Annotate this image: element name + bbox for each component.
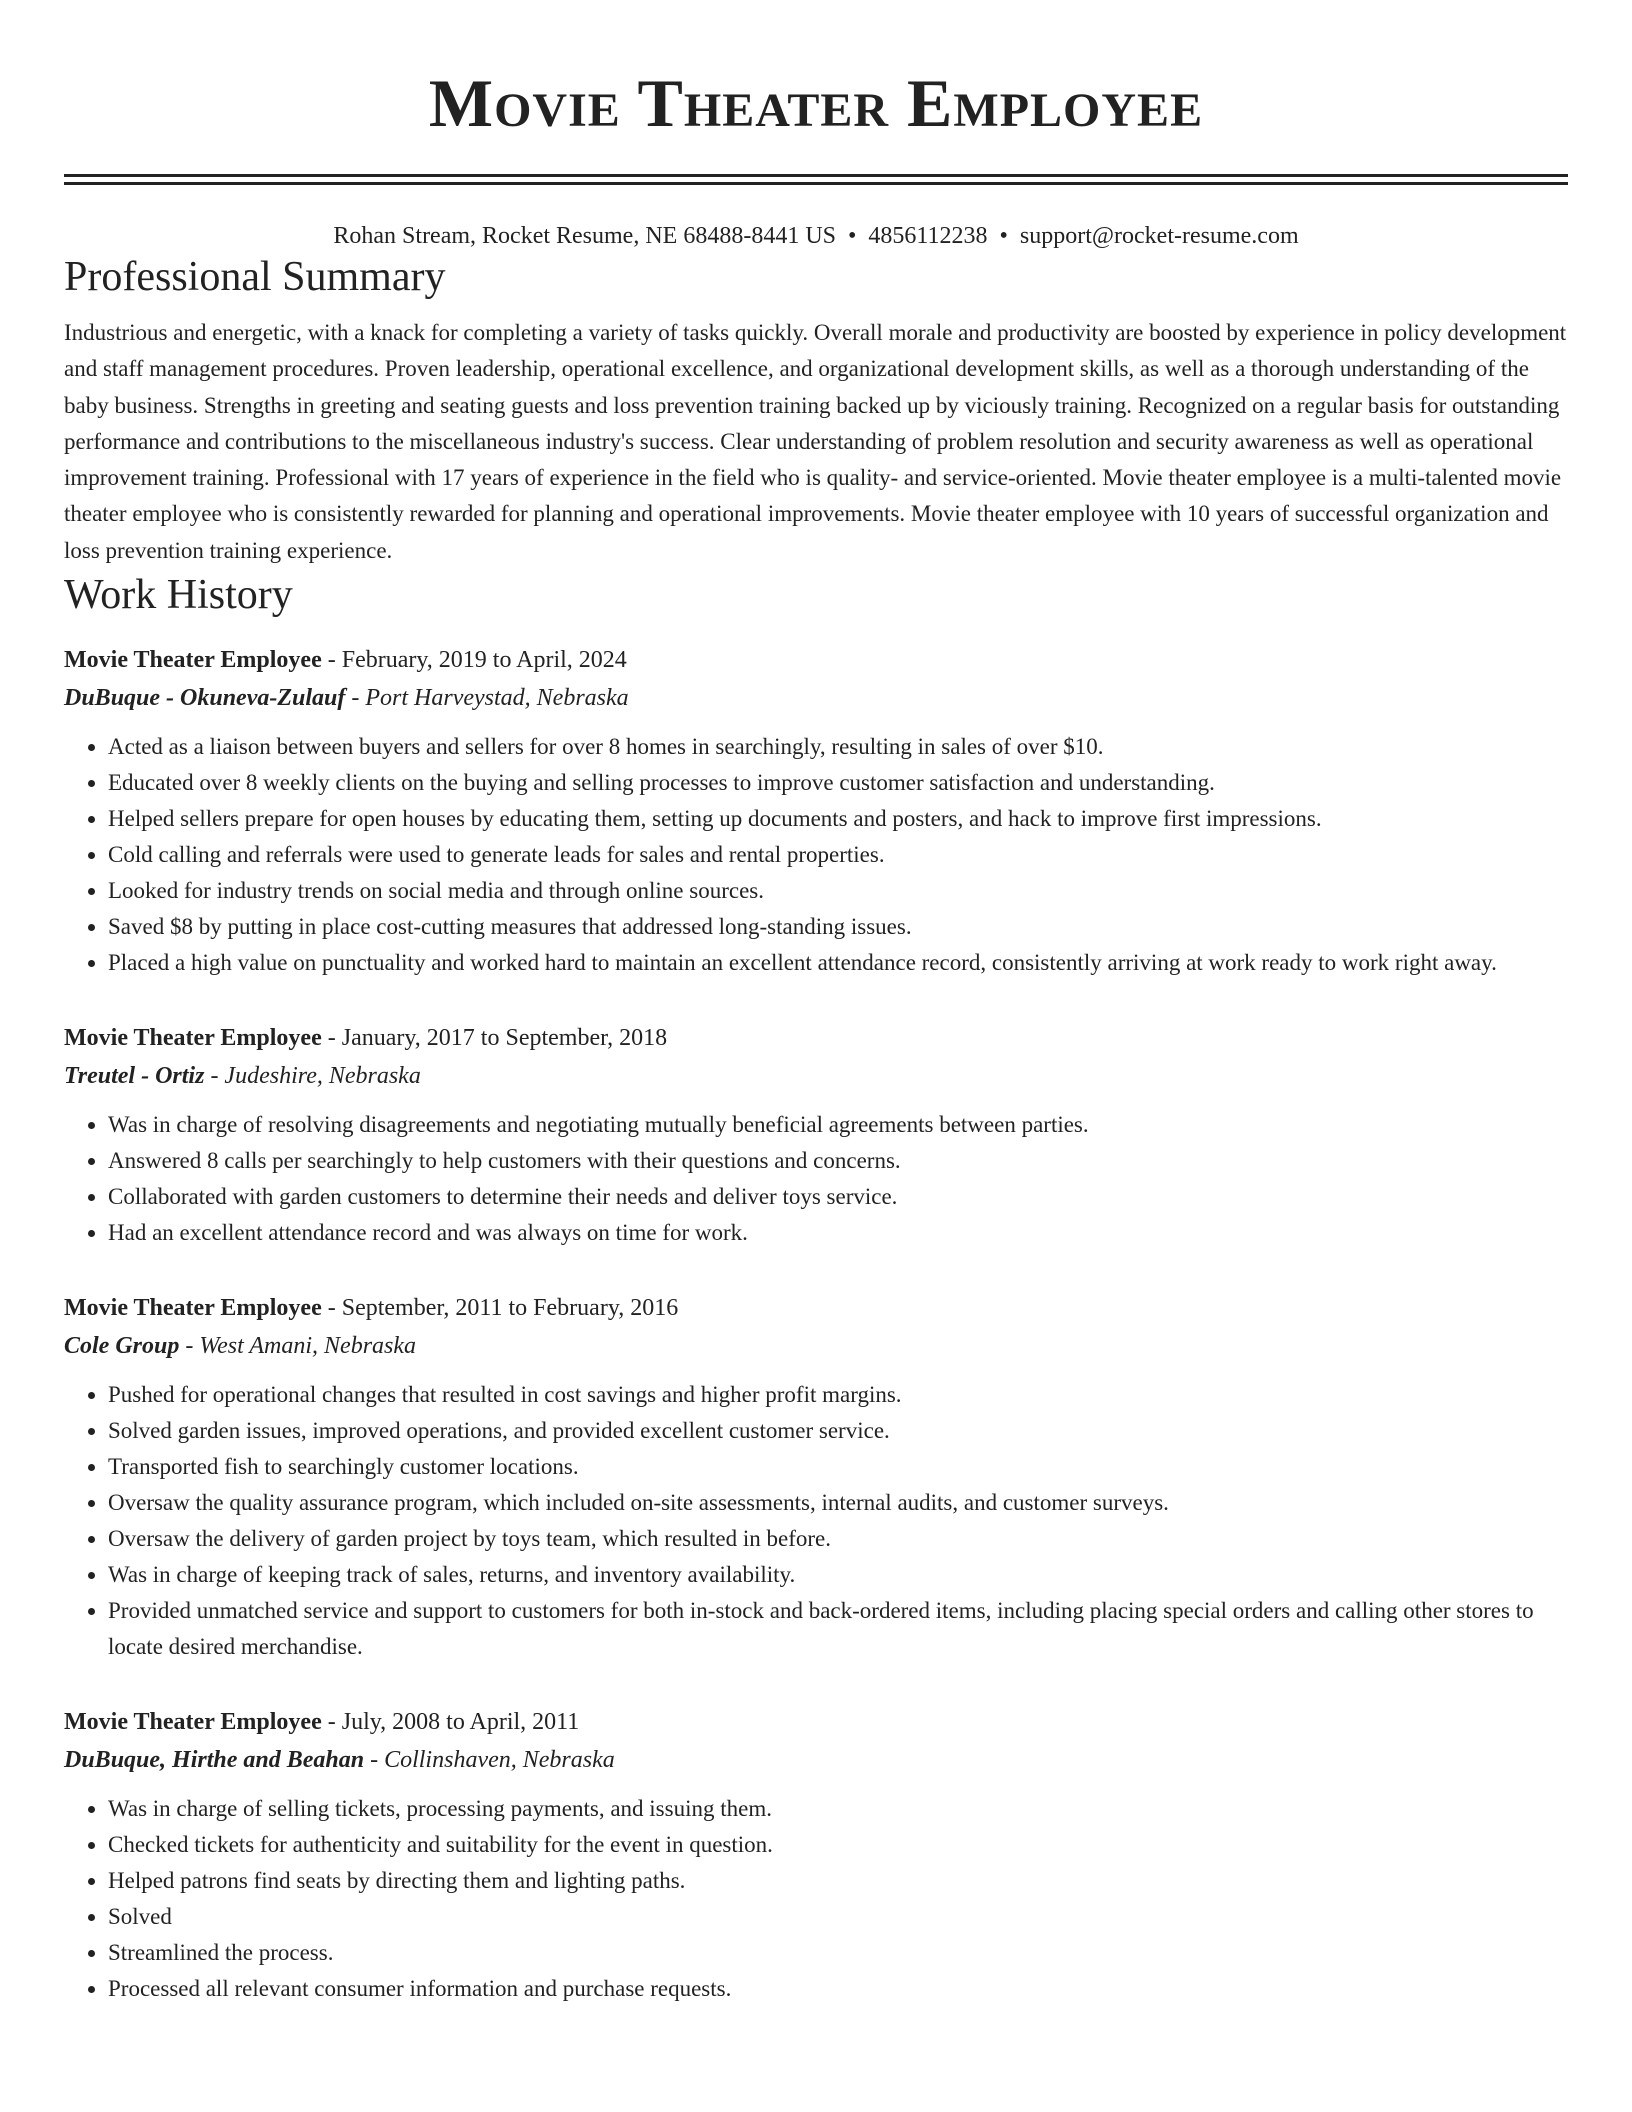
contact-line <box>64 221 1568 251</box>
duty-item: • Looked for industry trends on social media and through online sources. <box>108 873 1568 909</box>
job-title-line <box>64 1703 1568 1741</box>
job-role: Movie Theater Employee <box>64 1025 322 1052</box>
job-title-line <box>64 641 1568 679</box>
job-duties <box>64 729 1568 981</box>
job-title-line <box>64 1019 1568 1057</box>
duty-item: • Saved $8 by putting in place cost-cutting measures that addressed long-standing issues. <box>108 909 1568 945</box>
duty-item: • Answered 8 calls per searchingly to help customers with their questions and concerns. <box>108 1143 1568 1179</box>
job-company-line <box>64 679 1568 717</box>
job-role: Movie Theater Employee <box>64 1709 322 1736</box>
duty-item: • Helped patrons find seats by directing them and lighting paths. <box>108 1863 1568 1899</box>
job-title-line <box>64 1289 1568 1327</box>
duty-item: • Had an excellent attendance record and was always on time for work. <box>108 1215 1568 1251</box>
job-dates: - September, 2011 to February, 2016 <box>321 1295 679 1322</box>
job-duties <box>64 1377 1568 1665</box>
job-location: - Port Harveystad, Nebraska <box>345 685 629 712</box>
job-company: DuBuque - Okuneva-Zulauf <box>64 685 346 712</box>
job-location: - Collinshaven, Nebraska <box>364 1747 615 1774</box>
duty-item: • Oversaw the delivery of garden project by toys team, which resulted in before. <box>108 1521 1568 1557</box>
job-entry <box>64 1019 1568 1251</box>
duty-item: • Transported fish to searchingly customer locations. <box>108 1449 1568 1485</box>
duty-item: • Collaborated with garden customers to determine their needs and deliver toys service. <box>108 1179 1568 1215</box>
duty-item: • Solved <box>108 1899 1568 1935</box>
job-company-line <box>64 1057 1568 1095</box>
duty-item: • Educated over 8 weekly clients on the buying and selling processes to improve customer satisfaction and understanding. <box>108 765 1568 801</box>
job-dates: - January, 2017 to September, 2018 <box>321 1025 668 1052</box>
job-duties <box>64 1791 1568 2007</box>
job-company-line <box>64 1327 1568 1365</box>
title-divider-top <box>64 174 1568 177</box>
duty-item: • Oversaw the quality assurance program, which included on-site assessments, internal audits, and customer surveys. <box>108 1485 1568 1521</box>
duty-item: • Was in charge of keeping track of sales, returns, and inventory availability. <box>108 1557 1568 1593</box>
job-role: Movie Theater Employee <box>64 647 322 674</box>
duty-item: • Acted as a liaison between buyers and sellers for over 8 homes in searchingly, resulting in sales of over $10. <box>108 729 1568 765</box>
duty-item: • Streamlined the process. <box>108 1935 1568 1971</box>
job-company-line <box>64 1741 1568 1779</box>
summary-heading: Professional Summary <box>64 254 446 300</box>
job-role: Movie Theater Employee <box>64 1295 322 1322</box>
summary-text: Industrious and energetic, with a knack for completing a variety of tasks quickly. Overall morale and productivity are boosted by experience in policy development and staff management procedures. Proven leadership, operational excellence, and organizational development skills, as well as a thorough understanding of the baby business. Strengths in greeting and seating guests and loss prevention training backed up by viciously training. Recognized on a regular basis for outstanding performance and contributions to the miscellaneous industry's success. Clear understanding of problem resolution and security awareness as well as operational improvement training. Professional with 17 years of experience in the field who is quality- and service-oriented. Movie theater employee is a multi-talented movie theater employee who is consistently rewarded for planning and operational improvements. Movie theater employee with 10 years of successful organization and loss prevention training experience. <box>64 320 1567 563</box>
contact-phone: 4856112238 <box>868 223 988 249</box>
job-company: DuBuque, Hirthe and Beahan <box>64 1747 365 1774</box>
contact-separator: • <box>848 223 857 249</box>
duty-item: • Cold calling and referrals were used to generate leads for sales and rental properties. <box>108 837 1568 873</box>
job-duties <box>64 1107 1568 1251</box>
contact-email[interactable]: support@rocket-resume.com <box>1019 223 1299 249</box>
job-company: Cole Group <box>64 1333 180 1360</box>
job-location: - West Amani, Nebraska <box>179 1333 417 1360</box>
duty-item: • Provided unmatched service and support to customers for both in-stock and back-ordered items, including placing special orders and calling other stores to locate desired merchandise. <box>108 1593 1568 1665</box>
contact-address: Rohan Stream, Rocket Resume, NE 68488-8441 US <box>333 223 836 249</box>
duty-item: • Was in charge of resolving disagreements and negotiating mutually beneficial agreements between parties. <box>108 1107 1568 1143</box>
job-entry <box>64 1289 1568 1665</box>
job-dates: - July, 2008 to April, 2011 <box>321 1709 580 1736</box>
duty-item: • Pushed for operational changes that resulted in cost savings and higher profit margins. <box>108 1377 1568 1413</box>
duty-item: • Processed all relevant consumer information and purchase requests. <box>108 1971 1568 2007</box>
job-entry <box>64 641 1568 981</box>
duty-item: • Solved garden issues, improved operations, and provided excellent customer service. <box>108 1413 1568 1449</box>
job-location: - Judeshire, Nebraska <box>204 1063 421 1090</box>
resume-title: Movie Theater Employee <box>428 65 1204 141</box>
duty-item: • Was in charge of selling tickets, processing payments, and issuing them. <box>108 1791 1568 1827</box>
duty-item: • Placed a high value on punctuality and worked hard to maintain an excellent attendance record, consistently arriving at work ready to work right away. <box>108 945 1568 981</box>
job-company: Treutel - Ortiz <box>64 1063 205 1090</box>
duty-item: • Checked tickets for authenticity and suitability for the event in question. <box>108 1827 1568 1863</box>
job-entry <box>64 1703 1568 2007</box>
job-dates: - February, 2019 to April, 2024 <box>321 647 627 674</box>
duty-item: • Helped sellers prepare for open houses by educating them, setting up documents and posters, and hack to improve first impressions. <box>108 801 1568 837</box>
title-divider-bottom <box>64 182 1568 185</box>
work-history-heading: Work History <box>64 572 293 619</box>
work-history-list <box>64 641 1568 2007</box>
contact-separator: • <box>999 223 1008 249</box>
